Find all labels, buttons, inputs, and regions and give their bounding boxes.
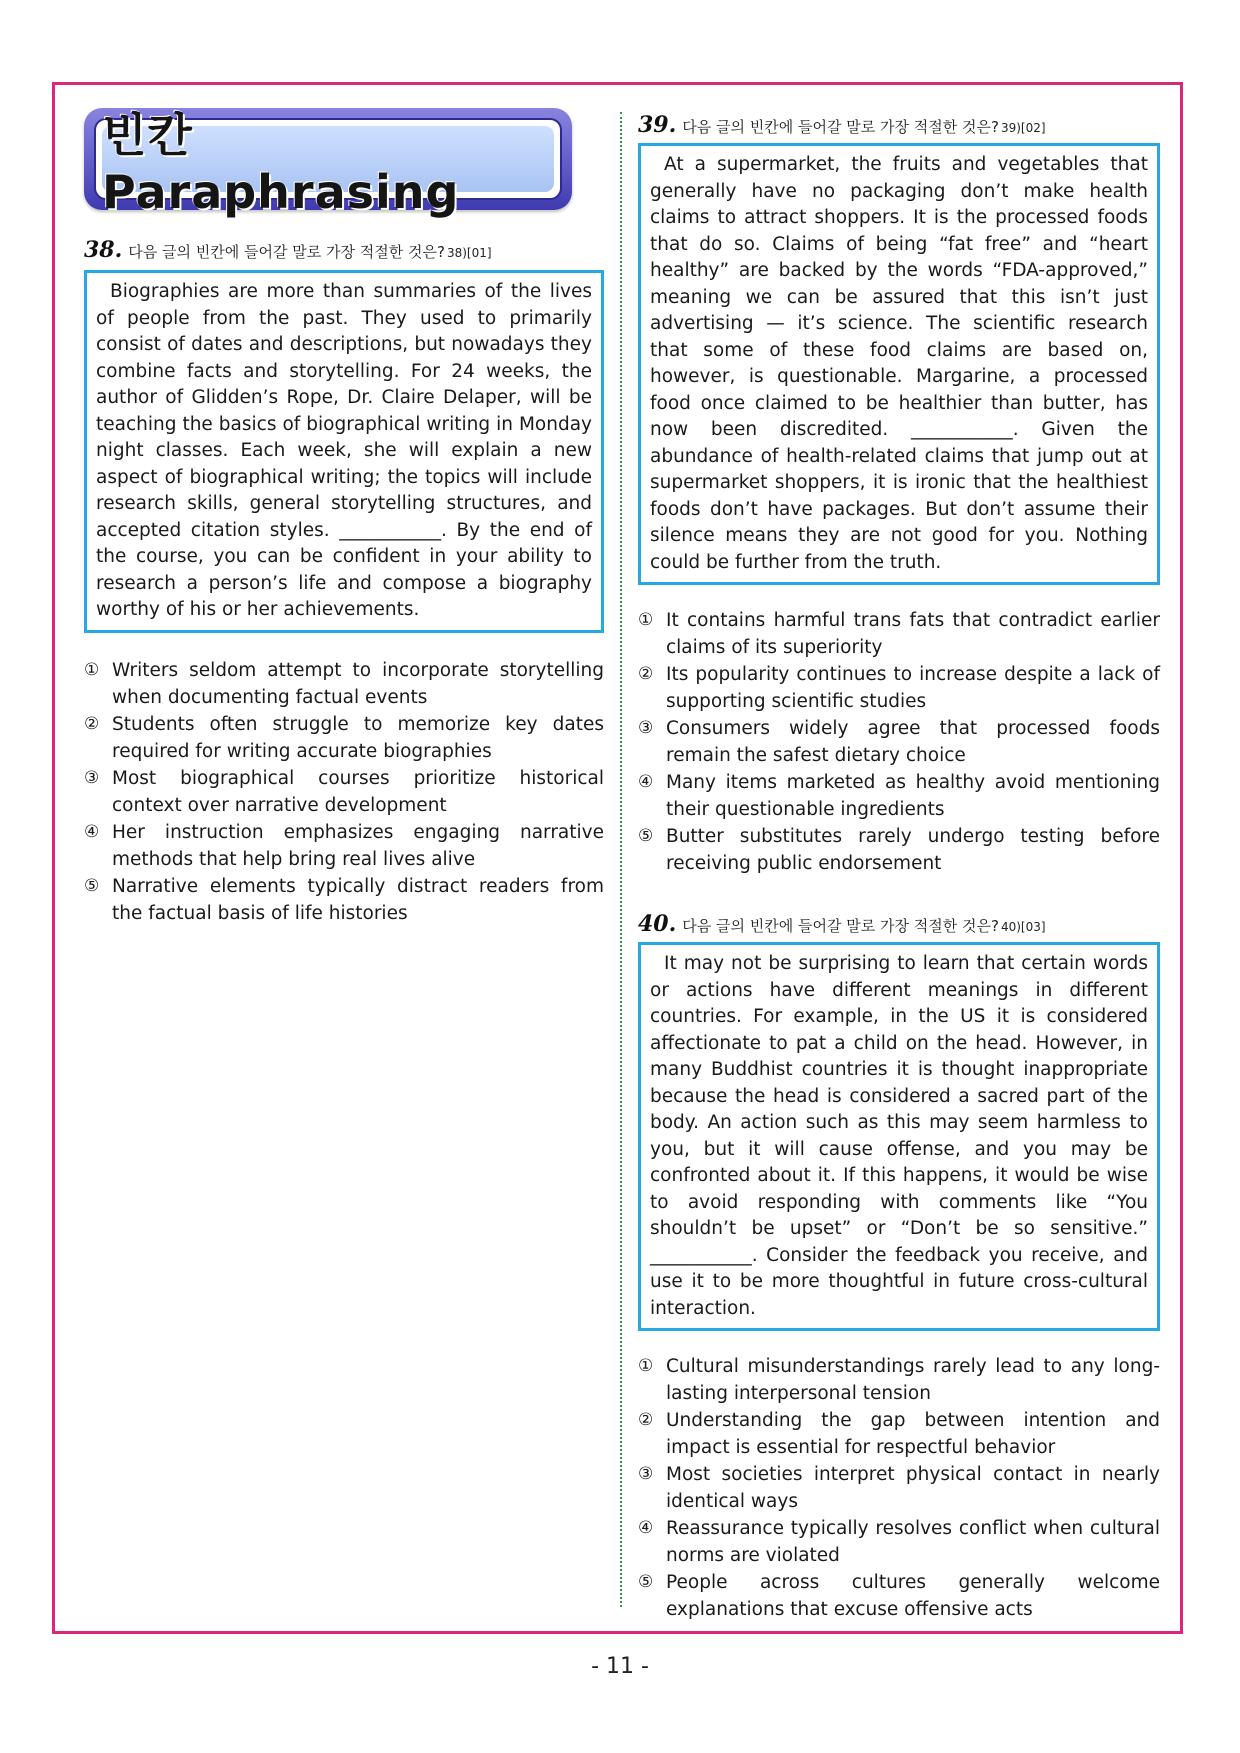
question-number: 38. bbox=[84, 237, 123, 263]
choice-mark: ① bbox=[638, 610, 654, 630]
choice-mark: ⑤ bbox=[638, 1572, 654, 1592]
question-prompt: 다음 글의 빈칸에 들어갈 말로 가장 적절한 것은? bbox=[682, 118, 999, 136]
choice-mark: ③ bbox=[84, 767, 100, 788]
answer-choices bbox=[638, 607, 1160, 877]
question-40-header bbox=[638, 911, 1160, 937]
choice-mark: ② bbox=[638, 664, 654, 684]
choice-text: Most biographical courses prioritize historical context over narrative development bbox=[112, 767, 604, 816]
choice-mark: ② bbox=[84, 713, 100, 734]
answer-choice[interactable] bbox=[638, 1569, 1160, 1623]
page-title: 빈칸 Paraphrasing bbox=[102, 108, 460, 219]
column-divider bbox=[620, 112, 622, 1607]
question-prompt: 다음 글의 빈칸에 들어갈 말로 가장 적절한 것은? bbox=[128, 243, 445, 261]
choice-text: Reassurance typically resolves conflict when cultural norms are violated bbox=[666, 1518, 1160, 1566]
choice-mark: ① bbox=[638, 1356, 654, 1376]
choice-mark: ③ bbox=[638, 1464, 654, 1484]
question-number: 40. bbox=[638, 911, 677, 937]
answer-choice[interactable] bbox=[638, 1407, 1160, 1461]
choice-text: Narrative elements typically distract readers from the factual basis of life histories bbox=[112, 875, 604, 924]
choice-mark: ② bbox=[638, 1410, 654, 1430]
answer-choice[interactable] bbox=[638, 661, 1160, 715]
choice-mark: ④ bbox=[84, 821, 100, 842]
question-38-header bbox=[84, 237, 604, 263]
passage-text: At a supermarket, the fruits and vegetables that generally have no packaging don’t make health claims to attract shoppers. It is the processed foods that do so. Claims of being “fat free” and “heart healthy” are backed by the words “FDA-approved,” meaning we can be assured that this isn’t just advertising — it’s science. The scientific research that some of these food claims are based on, however, is questionable. Margarine, a processed food once claimed to be healthier than butter, has now been discredited. ___________. Given the abundance of health-related claims that jump out at supermarket shoppers, it is ironic that the healthiest foods don’t have packages. But don’t assume their silence means they are not good for you. Nothing could be further from the truth. bbox=[650, 154, 1148, 573]
choice-text: Understanding the gap between intention and impact is essential for respectful behavior bbox=[666, 1410, 1160, 1458]
choice-mark: ⑤ bbox=[638, 826, 654, 846]
answer-choice[interactable] bbox=[638, 769, 1160, 823]
answer-choice[interactable] bbox=[638, 1353, 1160, 1407]
passage-box bbox=[638, 143, 1160, 585]
answer-choice[interactable] bbox=[638, 715, 1160, 769]
answer-choice[interactable] bbox=[84, 873, 604, 927]
answer-choice[interactable] bbox=[638, 1515, 1160, 1569]
passage-box bbox=[84, 270, 604, 633]
choice-text: Most societies interpret physical contact in nearly identical ways bbox=[666, 1464, 1160, 1512]
answer-choices bbox=[638, 1353, 1160, 1623]
page-number: - 11 - bbox=[591, 1654, 649, 1679]
choice-text: Cultural misunderstandings rarely lead to any long-lasting interpersonal tension bbox=[666, 1356, 1160, 1404]
passage-text: It may not be surprising to learn that certain words or actions have different meanings in different countries. For example, in the US it is considered affectionate to pat a child on the head. However, in many Buddhist countries it is thought inappropriate because the head is considered a sacred part of the body. An action such as this may seem harmless to you, but it will cause offense, and you may be confronted about it. If this happens, it would be wise to avoid responding with comments like “You shouldn’t be upset” or “Don’t be so sensitive.” ___________. Consider the feedback you receive, and use it to be more thoughtful in future cross-cultural interaction. bbox=[650, 953, 1148, 1319]
answer-choice[interactable] bbox=[638, 823, 1160, 877]
left-column bbox=[84, 108, 604, 927]
question-number: 39. bbox=[638, 112, 677, 138]
right-column bbox=[638, 112, 1160, 1623]
question-prompt: 다음 글의 빈칸에 들어갈 말로 가장 적절한 것은? bbox=[682, 917, 999, 935]
choice-text: It contains harmful trans fats that contradict earlier claims of its superiority bbox=[666, 610, 1160, 658]
answer-choice[interactable] bbox=[638, 1461, 1160, 1515]
choice-mark: ④ bbox=[638, 1518, 654, 1538]
choice-mark: ④ bbox=[638, 772, 654, 792]
choice-text: Its popularity continues to increase despite a lack of supporting scientific studies bbox=[666, 664, 1160, 712]
answer-choice[interactable] bbox=[84, 657, 604, 711]
question-39-header bbox=[638, 112, 1160, 138]
answer-choice[interactable] bbox=[638, 607, 1160, 661]
answer-choice[interactable] bbox=[84, 819, 604, 873]
choice-text: People across cultures generally welcome explanations that excuse offensive acts bbox=[666, 1572, 1160, 1620]
choice-mark: ③ bbox=[638, 718, 654, 738]
passage-text: Biographies are more than summaries of the lives of people from the past. They used to primarily consist of dates and descriptions, but nowadays they combine facts and storytelling. For 24 weeks, the author of Glidden’s Rope, Dr. Claire Delaper, will be teaching the basics of biographical writing in Monday night classes. Each week, she will explain a new aspect of biographical writing; the topics will include research skills, general storytelling structures, and accepted citation styles. ___________. By the end of the course, you can be confident in your ability to research a person’s life and compose a biography worthy of his or her achievements. bbox=[96, 281, 592, 620]
question-source: 40)[03] bbox=[1000, 920, 1046, 934]
choice-mark: ⑤ bbox=[84, 875, 100, 896]
choice-text: Many items marketed as healthy avoid mentioning their questionable ingredients bbox=[666, 772, 1160, 820]
choice-text: Consumers widely agree that processed foods remain the safest dietary choice bbox=[666, 718, 1160, 766]
answer-choices bbox=[84, 657, 604, 927]
title-badge bbox=[84, 108, 572, 219]
question-source: 38)[01] bbox=[446, 246, 492, 260]
choice-text: Butter substitutes rarely undergo testing before receiving public endorsement bbox=[666, 826, 1160, 874]
choice-text: Writers seldom attempt to incorporate storytelling when documenting factual events bbox=[112, 659, 604, 708]
passage-box bbox=[638, 942, 1160, 1331]
question-source: 39)[02] bbox=[1000, 121, 1046, 135]
answer-choice[interactable] bbox=[84, 765, 604, 819]
choice-text: Students often struggle to memorize key dates required for writing accurate biographies bbox=[112, 713, 604, 762]
choice-mark: ① bbox=[84, 659, 100, 680]
choice-text: Her instruction emphasizes engaging narrative methods that help bring real lives alive bbox=[112, 821, 604, 870]
answer-choice[interactable] bbox=[84, 711, 604, 765]
